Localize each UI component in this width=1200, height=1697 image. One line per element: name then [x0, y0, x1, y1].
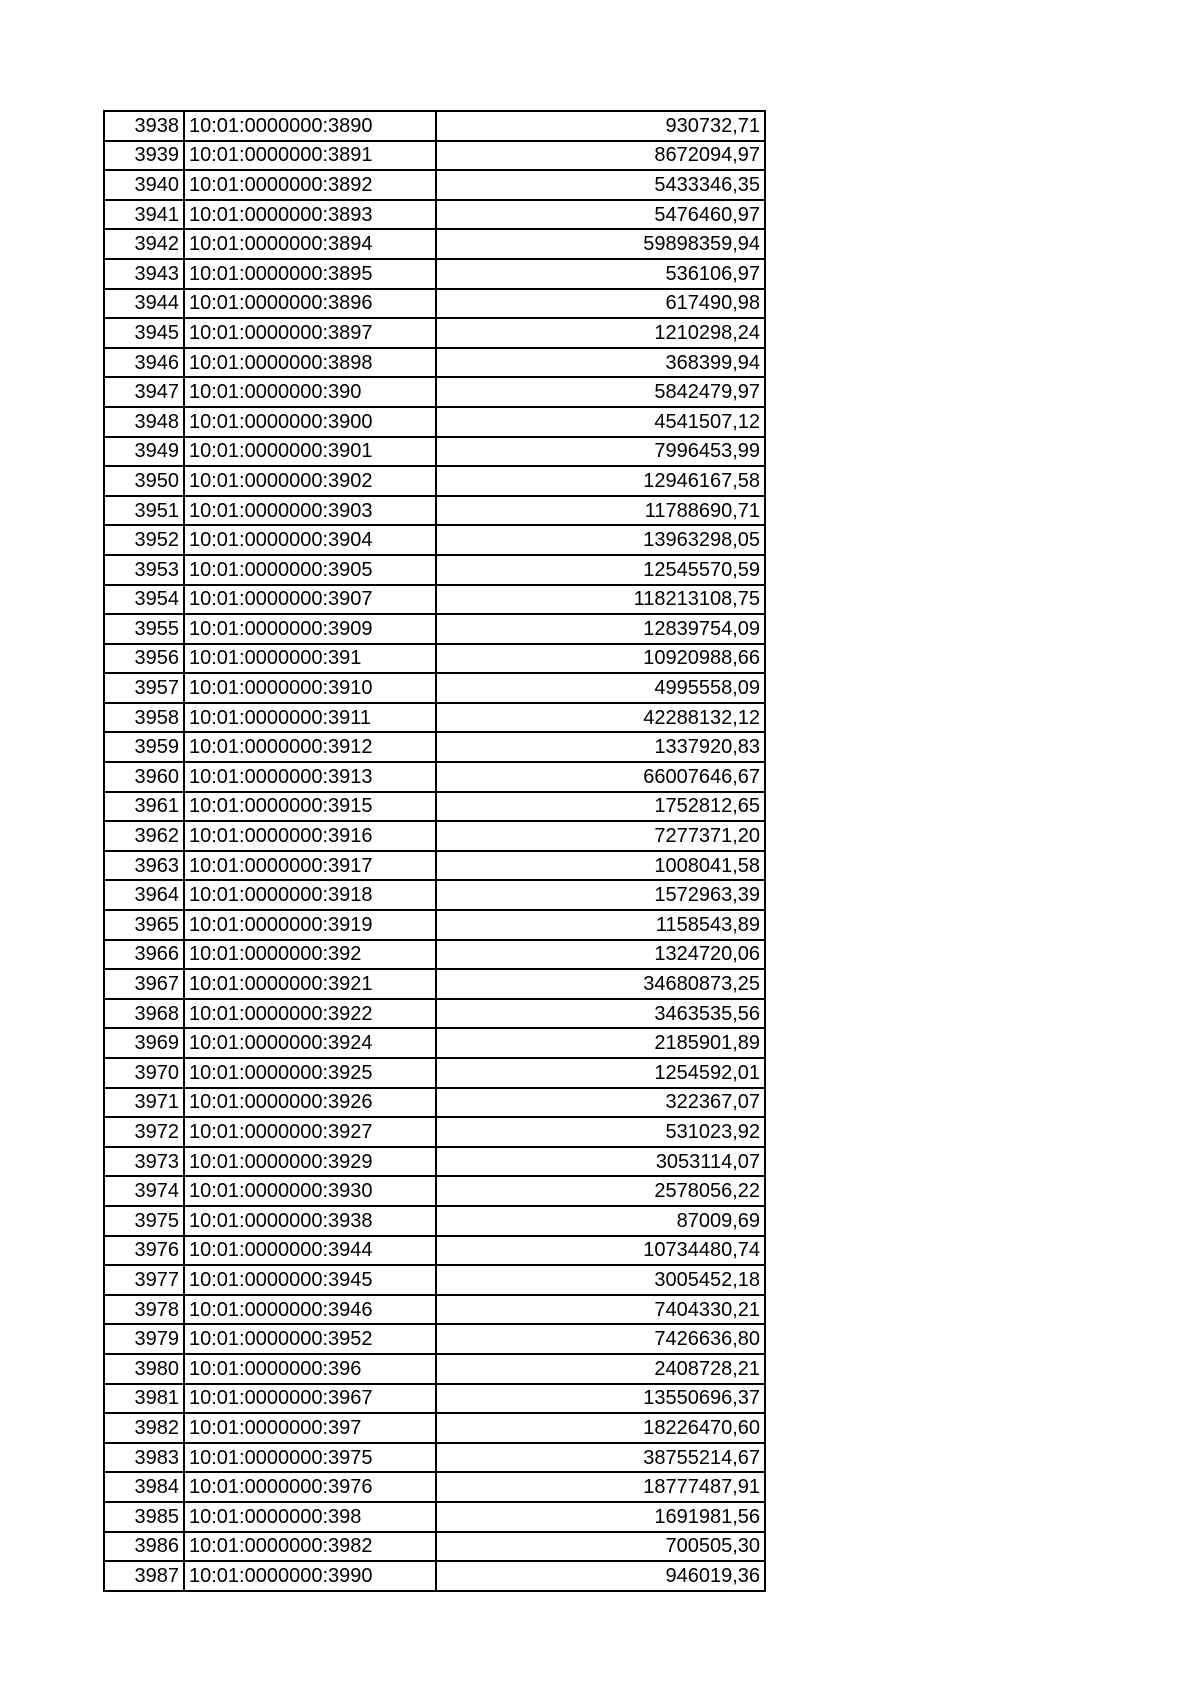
- cadastral-number: 10:01:0000000:3895: [184, 259, 436, 289]
- row-number: 3978: [104, 1295, 184, 1325]
- row-number: 3947: [104, 377, 184, 407]
- row-number: 3951: [104, 496, 184, 526]
- cadastral-number: 10:01:0000000:3930: [184, 1176, 436, 1206]
- value-cell: 66007646,67: [436, 762, 765, 792]
- value-cell: 1337920,83: [436, 732, 765, 762]
- value-cell: 1254592,01: [436, 1058, 765, 1088]
- table-row: [104, 437, 765, 467]
- value-cell: 930732,71: [436, 111, 765, 141]
- row-number: 3977: [104, 1265, 184, 1295]
- value-cell: 617490,98: [436, 289, 765, 319]
- row-number: 3942: [104, 229, 184, 259]
- table-row: [104, 1236, 765, 1266]
- value-cell: 12946167,58: [436, 466, 765, 496]
- value-cell: 7426636,80: [436, 1324, 765, 1354]
- cadastral-number: 10:01:0000000:3946: [184, 1295, 436, 1325]
- value-cell: 3053114,07: [436, 1147, 765, 1177]
- cadastral-number: 10:01:0000000:3919: [184, 910, 436, 940]
- row-number: 3954: [104, 585, 184, 615]
- cadastral-number: 10:01:0000000:3990: [184, 1561, 436, 1591]
- table-row: [104, 1058, 765, 1088]
- cadastral-number: 10:01:0000000:3915: [184, 792, 436, 822]
- row-number: 3950: [104, 466, 184, 496]
- table-row: [104, 525, 765, 555]
- value-cell: 700505,30: [436, 1532, 765, 1562]
- value-cell: 12839754,09: [436, 614, 765, 644]
- cadastral-number: 10:01:0000000:3893: [184, 200, 436, 230]
- cadastral-number: 10:01:0000000:3926: [184, 1088, 436, 1118]
- row-number: 3984: [104, 1472, 184, 1502]
- value-cell: 3463535,56: [436, 999, 765, 1029]
- cadastral-number: 10:01:0000000:3892: [184, 170, 436, 200]
- cadastral-number: 10:01:0000000:3898: [184, 348, 436, 378]
- value-cell: 8672094,97: [436, 141, 765, 171]
- row-number: 3963: [104, 851, 184, 881]
- row-number: 3955: [104, 614, 184, 644]
- row-number: 3956: [104, 644, 184, 674]
- table-row: [104, 407, 765, 437]
- value-cell: 3005452,18: [436, 1265, 765, 1295]
- row-number: 3976: [104, 1236, 184, 1266]
- row-number: 3940: [104, 170, 184, 200]
- table-row: [104, 1472, 765, 1502]
- row-number: 3974: [104, 1176, 184, 1206]
- row-number: 3982: [104, 1413, 184, 1443]
- cadastral-number: 10:01:0000000:3911: [184, 703, 436, 733]
- table-row: [104, 969, 765, 999]
- cadastral-number: 10:01:0000000:3975: [184, 1443, 436, 1473]
- row-number: 3958: [104, 703, 184, 733]
- table-row: [104, 200, 765, 230]
- value-cell: 1752812,65: [436, 792, 765, 822]
- cadastral-number: 10:01:0000000:3902: [184, 466, 436, 496]
- row-number: 3980: [104, 1354, 184, 1384]
- table-row: [104, 1443, 765, 1473]
- value-cell: 1691981,56: [436, 1502, 765, 1532]
- cadastral-number: 10:01:0000000:3918: [184, 880, 436, 910]
- value-cell: 7277371,20: [436, 821, 765, 851]
- row-number: 3952: [104, 525, 184, 555]
- table-row: [104, 1176, 765, 1206]
- value-cell: 1324720,06: [436, 940, 765, 970]
- value-cell: 5433346,35: [436, 170, 765, 200]
- table-row: [104, 644, 765, 674]
- table-row: [104, 1384, 765, 1414]
- table-row: [104, 821, 765, 851]
- cadastral-number: 10:01:0000000:3967: [184, 1384, 436, 1414]
- cadastral-number: 10:01:0000000:3925: [184, 1058, 436, 1088]
- row-number: 3973: [104, 1147, 184, 1177]
- row-number: 3953: [104, 555, 184, 585]
- cadastral-number: 10:01:0000000:3982: [184, 1532, 436, 1562]
- table-row: [104, 732, 765, 762]
- table-row: [104, 703, 765, 733]
- value-cell: 2578056,22: [436, 1176, 765, 1206]
- row-number: 3959: [104, 732, 184, 762]
- cadastral-number: 10:01:0000000:3901: [184, 437, 436, 467]
- cadastral-number: 10:01:0000000:3922: [184, 999, 436, 1029]
- value-cell: 4995558,09: [436, 673, 765, 703]
- value-cell: 322367,07: [436, 1088, 765, 1118]
- row-number: 3985: [104, 1502, 184, 1532]
- cadastral-number: 10:01:0000000:3913: [184, 762, 436, 792]
- cadastral-number: 10:01:0000000:3927: [184, 1117, 436, 1147]
- cadastral-number: 10:01:0000000:3897: [184, 318, 436, 348]
- row-number: 3969: [104, 1028, 184, 1058]
- row-number: 3943: [104, 259, 184, 289]
- table-row: [104, 377, 765, 407]
- cadastral-number: 10:01:0000000:396: [184, 1354, 436, 1384]
- table-row: [104, 1532, 765, 1562]
- row-number: 3970: [104, 1058, 184, 1088]
- row-number: 3972: [104, 1117, 184, 1147]
- table-row: [104, 999, 765, 1029]
- cadastral-number: 10:01:0000000:3910: [184, 673, 436, 703]
- table-row: [104, 318, 765, 348]
- row-number: 3975: [104, 1206, 184, 1236]
- value-cell: 87009,69: [436, 1206, 765, 1236]
- table-row: [104, 1561, 765, 1591]
- value-cell: 1210298,24: [436, 318, 765, 348]
- table-row: [104, 1413, 765, 1443]
- cadastral-number: 10:01:0000000:3890: [184, 111, 436, 141]
- table-row: [104, 614, 765, 644]
- table-row: [104, 141, 765, 171]
- value-cell: 18777487,91: [436, 1472, 765, 1502]
- row-number: 3968: [104, 999, 184, 1029]
- cadastral-number: 10:01:0000000:391: [184, 644, 436, 674]
- row-number: 3966: [104, 940, 184, 970]
- value-cell: 531023,92: [436, 1117, 765, 1147]
- row-number: 3971: [104, 1088, 184, 1118]
- cadastral-number: 10:01:0000000:3909: [184, 614, 436, 644]
- table-row: [104, 259, 765, 289]
- cadastral-number: 10:01:0000000:3944: [184, 1236, 436, 1266]
- value-cell: 536106,97: [436, 259, 765, 289]
- cadastral-number: 10:01:0000000:392: [184, 940, 436, 970]
- value-cell: 11788690,71: [436, 496, 765, 526]
- row-number: 3967: [104, 969, 184, 999]
- value-cell: 5842479,97: [436, 377, 765, 407]
- cadastral-number: 10:01:0000000:398: [184, 1502, 436, 1532]
- row-number: 3964: [104, 880, 184, 910]
- table-row: [104, 1206, 765, 1236]
- table-row: [104, 1265, 765, 1295]
- table-row: [104, 1354, 765, 1384]
- table-row: [104, 585, 765, 615]
- row-number: 3944: [104, 289, 184, 319]
- table-row: [104, 673, 765, 703]
- value-cell: 1008041,58: [436, 851, 765, 881]
- cadastral-number: 10:01:0000000:3904: [184, 525, 436, 555]
- table-row: [104, 762, 765, 792]
- value-cell: 10920988,66: [436, 644, 765, 674]
- value-cell: 5476460,97: [436, 200, 765, 230]
- row-number: 3939: [104, 141, 184, 171]
- cadastral-number: 10:01:0000000:3891: [184, 141, 436, 171]
- table-row: [104, 880, 765, 910]
- table-row: [104, 851, 765, 881]
- row-number: 3946: [104, 348, 184, 378]
- row-number: 3938: [104, 111, 184, 141]
- value-cell: 946019,36: [436, 1561, 765, 1591]
- document-page: [103, 110, 766, 1592]
- table-row: [104, 555, 765, 585]
- row-number: 3965: [104, 910, 184, 940]
- row-number: 3945: [104, 318, 184, 348]
- table-row: [104, 289, 765, 319]
- value-cell: 13550696,37: [436, 1384, 765, 1414]
- table-row: [104, 496, 765, 526]
- cadastral-number: 10:01:0000000:3929: [184, 1147, 436, 1177]
- cadastral-number: 10:01:0000000:3900: [184, 407, 436, 437]
- table-row: [104, 466, 765, 496]
- table-row: [104, 1502, 765, 1532]
- table-row: [104, 940, 765, 970]
- row-number: 3961: [104, 792, 184, 822]
- table-row: [104, 229, 765, 259]
- row-number: 3986: [104, 1532, 184, 1562]
- row-number: 3983: [104, 1443, 184, 1473]
- table-row: [104, 1117, 765, 1147]
- value-cell: 4541507,12: [436, 407, 765, 437]
- data-table: [103, 110, 766, 1592]
- table-row: [104, 1295, 765, 1325]
- value-cell: 13963298,05: [436, 525, 765, 555]
- table-row: [104, 792, 765, 822]
- cadastral-number: 10:01:0000000:3938: [184, 1206, 436, 1236]
- cadastral-number: 10:01:0000000:3945: [184, 1265, 436, 1295]
- cadastral-number: 10:01:0000000:3903: [184, 496, 436, 526]
- value-cell: 18226470,60: [436, 1413, 765, 1443]
- value-cell: 59898359,94: [436, 229, 765, 259]
- row-number: 3949: [104, 437, 184, 467]
- value-cell: 42288132,12: [436, 703, 765, 733]
- cadastral-number: 10:01:0000000:3896: [184, 289, 436, 319]
- cadastral-number: 10:01:0000000:3907: [184, 585, 436, 615]
- value-cell: 368399,94: [436, 348, 765, 378]
- cadastral-number: 10:01:0000000:3917: [184, 851, 436, 881]
- cadastral-number: 10:01:0000000:3894: [184, 229, 436, 259]
- value-cell: 34680873,25: [436, 969, 765, 999]
- value-cell: 118213108,75: [436, 585, 765, 615]
- row-number: 3962: [104, 821, 184, 851]
- row-number: 3941: [104, 200, 184, 230]
- cadastral-number: 10:01:0000000:390: [184, 377, 436, 407]
- value-cell: 7996453,99: [436, 437, 765, 467]
- row-number: 3960: [104, 762, 184, 792]
- table-row: [104, 111, 765, 141]
- value-cell: 7404330,21: [436, 1295, 765, 1325]
- table-row: [104, 348, 765, 378]
- table-row: [104, 1028, 765, 1058]
- value-cell: 10734480,74: [436, 1236, 765, 1266]
- cadastral-number: 10:01:0000000:3921: [184, 969, 436, 999]
- cadastral-number: 10:01:0000000:3952: [184, 1324, 436, 1354]
- cadastral-number: 10:01:0000000:3905: [184, 555, 436, 585]
- value-cell: 1572963,39: [436, 880, 765, 910]
- table-row: [104, 1147, 765, 1177]
- value-cell: 12545570,59: [436, 555, 765, 585]
- value-cell: 38755214,67: [436, 1443, 765, 1473]
- row-number: 3948: [104, 407, 184, 437]
- table-row: [104, 170, 765, 200]
- table-row: [104, 1088, 765, 1118]
- row-number: 3957: [104, 673, 184, 703]
- value-cell: 1158543,89: [436, 910, 765, 940]
- row-number: 3981: [104, 1384, 184, 1414]
- table-row: [104, 1324, 765, 1354]
- table-row: [104, 910, 765, 940]
- value-cell: 2185901,89: [436, 1028, 765, 1058]
- value-cell: 2408728,21: [436, 1354, 765, 1384]
- row-number: 3987: [104, 1561, 184, 1591]
- table-body: [104, 111, 765, 1591]
- cadastral-number: 10:01:0000000:3924: [184, 1028, 436, 1058]
- cadastral-number: 10:01:0000000:397: [184, 1413, 436, 1443]
- cadastral-number: 10:01:0000000:3976: [184, 1472, 436, 1502]
- cadastral-number: 10:01:0000000:3912: [184, 732, 436, 762]
- row-number: 3979: [104, 1324, 184, 1354]
- cadastral-number: 10:01:0000000:3916: [184, 821, 436, 851]
